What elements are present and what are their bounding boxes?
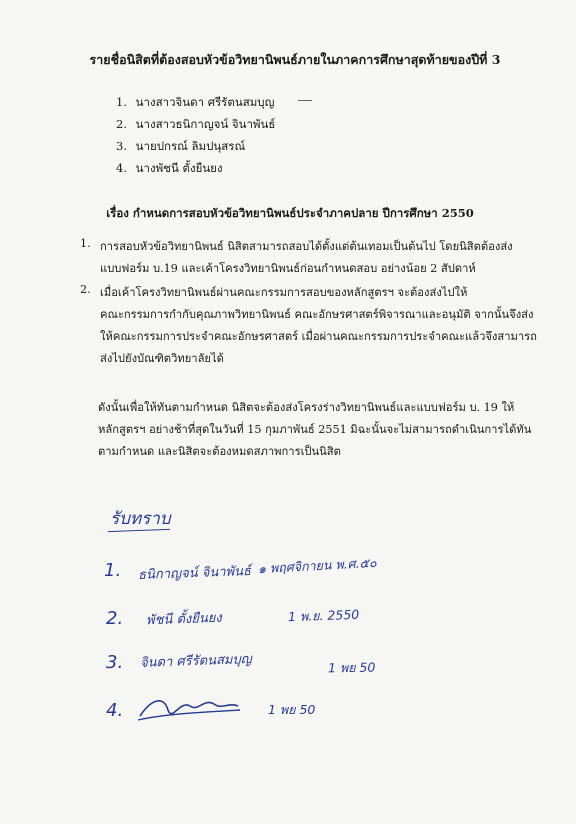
point-number: 1. [80,237,91,250]
student-name: นางสาวธนิกาญจน์ จินาพันธ์ [135,117,276,131]
signature-scribble [134,688,244,728]
subject-heading: เรื่อง กำหนดการสอบหัวข้อวิทยานิพนธ์ประจำภาคปลาย ปีการศึกษา 2550 [106,206,474,220]
point-line: ส่งไปยังบัณฑิตวิทยาลัยได้ [100,352,224,365]
list-number: 4. [116,161,127,175]
closing-line: หลักสูตรฯ อย่างช้าที่สุดในวันที่ 15 กุมภาพันธ์ 2551 มิฉะนั้นจะไม่สามารถดำเนินการได้ทัน [98,423,532,436]
signature-date: ๑ พฤศจิกายน พ.ศ.๕๐ [257,554,377,577]
handwritten-heading: รับทราบ [110,509,171,529]
signature-date: 1 พย 50 [268,702,316,717]
signature-number: 4. [106,700,124,721]
list-item [116,136,275,158]
document-title: รายชื่อนิสิตที่ต้องสอบหัวข้อวิทยานิพนธ์ภายในภาคการศึกษาสุดท้ายของปีที่ 3 [89,52,501,67]
student-name: นางสาวจินดา ศรีรัตนสมบุญ [135,95,275,109]
points-list [80,237,537,373]
point-item [80,283,537,371]
signature-number: 3. [106,652,124,673]
point-item [80,237,520,281]
closing-paragraph [98,398,532,464]
signature-name: พัชนี ตั้งยืนยง [145,610,222,629]
list-item [116,92,275,114]
point-line: คณะกรรมการกำกับคุณภาพวิทยานิพนธ์ คณะอักษรศาสตร์พิจารณาและอนุมัติ จากนั้นจึงส่ง [100,308,534,321]
point-line: แบบฟอร์ม บ.19 และเค้าโครงวิทยานิพนธ์ก่อนกำหนดสอบ อย่างน้อย 2 สัปดาห์ [100,262,476,275]
closing-line: ดังนั้นเพื่อให้ทันตามกำหนด นิสิตจะต้องส่งโครงร่างวิทยานิพนธ์และแบบฟอร์ม บ. 19 ให้ [98,401,515,414]
stray-mark [298,100,312,101]
point-line: การสอบหัวข้อวิทยานิพนธ์ นิสิตสามารถสอบได้ตั้งแต่ต้นเทอมเป็นต้นไป โดยนิสิตต้องส่ง [100,240,513,253]
list-item [116,114,275,136]
student-name: นางพัชนี ตั้งยืนยง [135,161,223,175]
closing-line: ตามกำหนด และนิสิตจะต้องหมดสภาพการเป็นนิสิต [98,445,341,458]
point-line: ให้คณะกรรมการประจำคณะอักษรศาสตร์ เมื่อผ่านคณะกรรมการประจำคณะแล้วจึงสามารถ [100,330,537,343]
point-line: เมื่อเค้าโครงวิทยานิพนธ์ผ่านคณะกรรมการสอบของหลักสูตรฯ จะต้องส่งไปให้ [100,286,468,299]
student-name: นายปกรณ์ ลิมปนุสรณ์ [135,139,246,153]
signature-date: 1 พย 50 [327,659,376,676]
signature-number: 2. [106,608,124,629]
signature-number: 1. [104,560,122,581]
list-number: 3. [116,139,127,153]
list-number: 2. [116,117,127,131]
signature-date: 1 พ.ย. 2550 [287,606,360,625]
signature-name: ธนิกาญจน์ จินาพันธ์ [137,564,252,583]
list-number: 1. [116,95,127,109]
signature-name: จินดา ศรีรัตนสมบุญ [139,652,253,671]
student-list [116,92,275,180]
point-number: 2. [80,283,91,296]
list-item [116,158,275,180]
